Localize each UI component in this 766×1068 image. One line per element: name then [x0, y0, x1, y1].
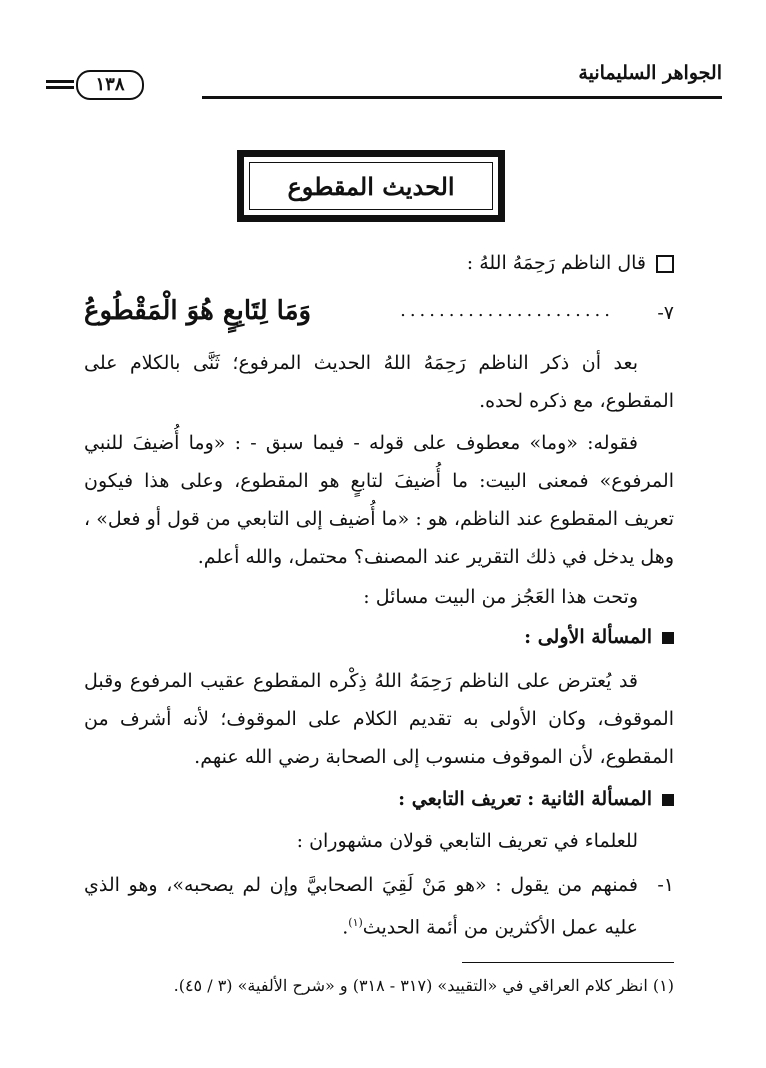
chapter-title-frame [237, 150, 505, 222]
filled-square-icon [662, 794, 674, 806]
paragraph-2: فقوله: «وما» معطوف على قوله - فيما سبق - : «وما أُضيفَ للنبي المرفوع» فمعنى البيت: ما أُضيفَ لتابعٍ هو المقطوع، وعلى هذا فيكون تعريف المقطوع عند الناظم، هو : «ما أُضيف إلى التابعي من قول أو فعل» ، وهل يدخل في ذلك التقرير عند المصنف؟ محتمل، والله أعلم. [84, 432, 674, 568]
issue-1-text: قد يُعترض على الناظم رَحِمَهُ اللهُ ذِكْره المقطوع عقيب المرفوع وقبل الموقوف، وكان الأولى به تقديم الكلام على الموقوف؛ لأنه أشرف من المقطوع، لأن الموقوف منسوب إلى الصحابة رضي الله عنهم. [84, 670, 674, 768]
list-item-number: ١- [657, 874, 674, 896]
list-item-end: . [342, 916, 349, 939]
header-rule [202, 96, 722, 99]
running-title: الجواهر السليمانية [578, 62, 722, 84]
issue-2-text: للعلماء في تعريف التابعي قولان مشهوران : [296, 830, 638, 852]
issue-2-subheading: تعريف التابعي : [398, 788, 522, 810]
page-header [46, 58, 722, 102]
hollow-square-icon [656, 255, 674, 273]
chapter-title: الحديث المقطوع [287, 171, 455, 201]
footnote-ref: (١) [348, 916, 363, 929]
paragraph-3: وتحت هذا العَجُز من البيت مسائل : [363, 586, 638, 608]
issue-1-heading [84, 618, 674, 656]
paragraph-1: بعد أن ذكر الناظم رَحِمَهُ اللهُ الحديث المرفوع؛ ثَنَّى بالكلام على المقطوع، مع ذكره لحده. [84, 352, 674, 412]
footnote-rule [462, 962, 674, 963]
verse-dots: ...................... [400, 300, 614, 321]
footnote: (١) انظر كلام العراقي في «التقييد» (٣١٧ - ٣١٨) و «شرح الألفية» (٣ / ٤٥). [173, 976, 674, 995]
page-number: ١٣٨ [76, 70, 144, 100]
chapter-title-inner [242, 155, 500, 217]
intro-line [84, 244, 674, 282]
filled-square-icon [662, 632, 674, 644]
intro-text: قال الناظم رَحِمَهُ اللهُ : [466, 252, 646, 274]
verse-text: وَمَا لِتَابِعٍ هُوَ الْمَقْطُوعُ [84, 296, 312, 326]
verse-line [84, 296, 674, 334]
issue-2-heading [84, 780, 674, 818]
list-item [84, 866, 674, 946]
page-number-badge [46, 70, 196, 98]
header-bar [46, 86, 74, 89]
list-item-text: فمنهم من يقول : «هو مَنْ لَقِيَ الصحابيَّ وإن لم يصحبه»، وهو الذي عليه عمل الأكثرين من أئمة الحديث [84, 874, 638, 939]
issue-1-heading-text: المسألة الأولى : [524, 626, 652, 648]
verse-number: ٧- [657, 302, 674, 324]
header-bar [46, 80, 74, 83]
issue-2-heading-text: المسألة الثانية : [527, 788, 652, 810]
